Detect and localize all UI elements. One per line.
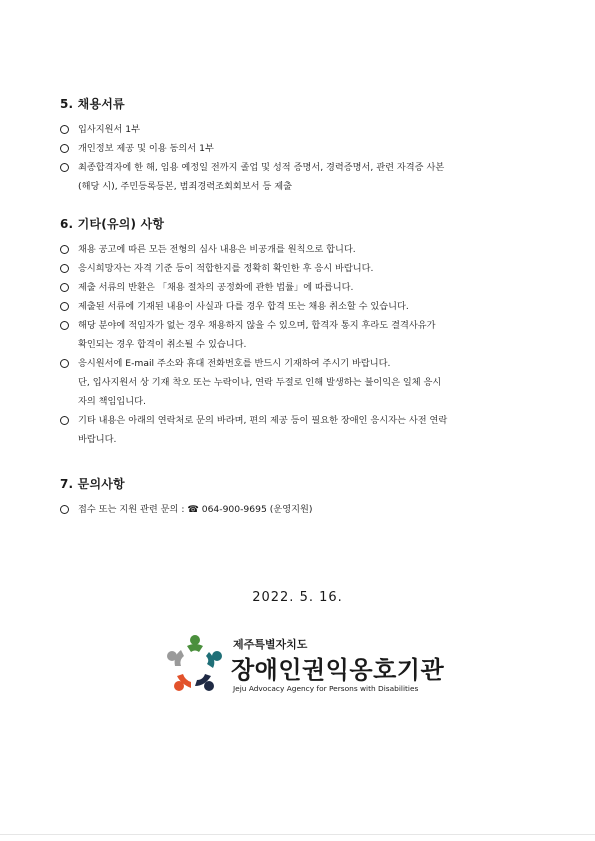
logo-title: 장애인권익옹호기관 [231, 656, 445, 684]
circle-bullet-icon [60, 359, 69, 368]
list-item: 해당 분야에 적임자가 없는 경우 채용하지 않을 수 있으며, 합격자 통지 후라도 결격사유가 확인되는 경우 합격이 취소될 수 있습니다. [60, 316, 560, 354]
logo-english-name: Jeju Advocacy Agency for Persons with Disabilities [233, 684, 419, 693]
list-item: 개인정보 제공 및 이용 동의서 1부 [60, 139, 560, 158]
circle-bullet-icon [60, 302, 69, 311]
list-item: 제출 서류의 반환은 「채용 절차의 공정화에 관한 법률」에 따릅니다. [60, 278, 560, 297]
section-title: 6. 기타(유의) 사항 [60, 217, 165, 231]
section-title: 5. 채용서류 [60, 97, 125, 111]
logo-emblem-icon [165, 634, 225, 696]
circle-bullet-icon [60, 125, 69, 134]
list-item: 최종합격자에 한 해, 임용 예정일 전까지 졸업 및 성적 증명서, 경력증명서, 관련 자격증 사본 (해당 시), 주민등록등본, 범죄경력조회회보서 등 제출 [60, 158, 560, 196]
list-item: 채용 공고에 따른 모든 전형의 심사 내용은 비공개를 원칙으로 합니다. [60, 240, 560, 259]
section-documents [60, 95, 560, 196]
circle-bullet-icon [60, 264, 69, 273]
circle-bullet-icon [60, 144, 69, 153]
list-item: 접수 또는 지원 관련 문의 : ☎ 064-900-9695 (운영지원) [60, 500, 560, 519]
document-date: 2022. 5. 16. [252, 590, 343, 605]
organization-logo [165, 632, 465, 702]
circle-bullet-icon [60, 283, 69, 292]
section-inquiry [60, 475, 560, 519]
circle-bullet-icon [60, 245, 69, 254]
section-title: 7. 문의사항 [60, 477, 125, 491]
section-notes [60, 215, 560, 449]
circle-bullet-icon [60, 163, 69, 172]
circle-bullet-icon [60, 321, 69, 330]
page-bottom-divider [0, 834, 595, 835]
list-item: 기타 내용은 아래의 연락처로 문의 바라며, 편의 제공 등이 필요한 장애인 응시자는 사전 연락 바랍니다. [60, 411, 560, 449]
circle-bullet-icon [60, 505, 69, 514]
logo-subtitle: 제주특별자치도 [233, 638, 308, 651]
list-item: 입사지원서 1부 [60, 120, 560, 139]
list-item: 제출된 서류에 기재된 내용이 사실과 다를 경우 합격 또는 채용 취소할 수 있습니다. [60, 297, 560, 316]
list-item: 응시희망자는 자격 기준 등이 적합한지를 정확히 확인한 후 응시 바랍니다. [60, 259, 560, 278]
list-item: 응시원서에 E-mail 주소와 휴대 전화번호를 반드시 기재하여 주시기 바랍니다. 단, 입사지원서 상 기재 착오 또는 누락이나, 연락 두절로 인해 발생하는 불이익은 일체 응시 자의 책임입니다. [60, 354, 560, 411]
circle-bullet-icon [60, 416, 69, 425]
